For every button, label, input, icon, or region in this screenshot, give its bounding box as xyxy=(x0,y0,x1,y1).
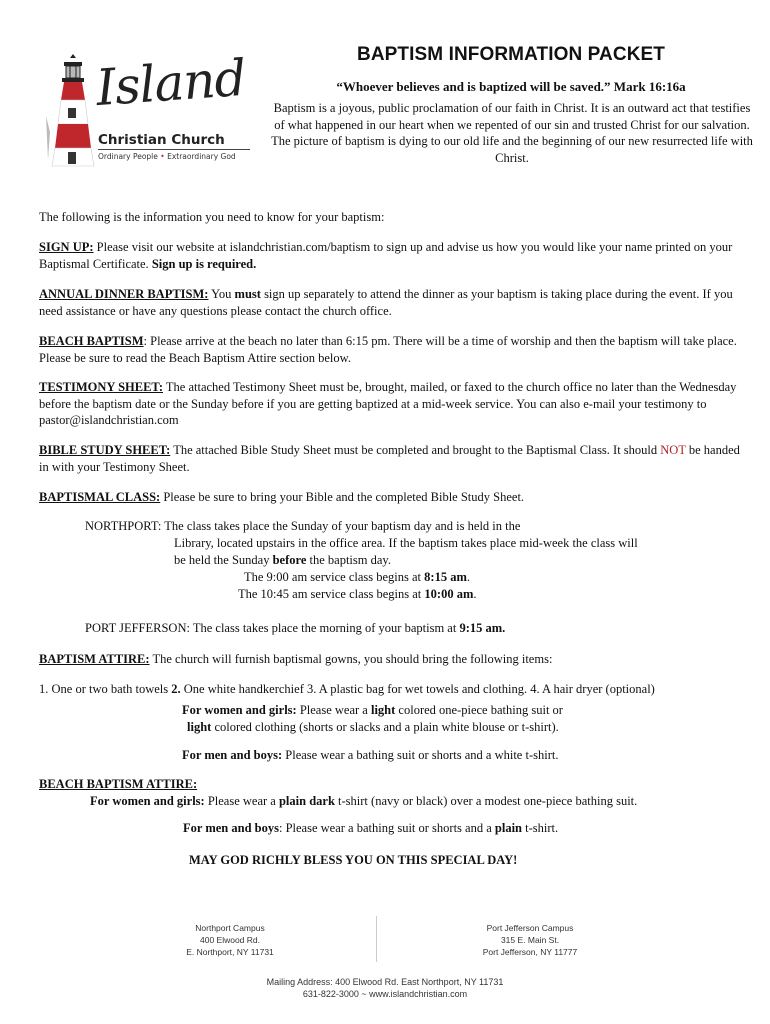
logo-church-name: Christian Church xyxy=(98,132,225,148)
attire-women-line-2: light colored clothing (shorts or slacks and a plain white blouse or t-shirt). xyxy=(187,720,559,734)
beach-attire-heading: BEACH BAPTISM ATTIRE: xyxy=(39,777,198,791)
dinner-section: ANNUAL DINNER BAPTISM: You must sign up separately to attend the dinner as your baptism is taking place during the event. If you need assistance or have any questions please contact the church office. xyxy=(39,287,733,318)
attire-section: BAPTISM ATTIRE: The church will furnish baptismal gowns, you should bring the following items: xyxy=(39,652,553,666)
scripture-quote: “Whoever believes and is baptized will be saved.” Mark 16:16a xyxy=(336,79,686,94)
intro-paragraph: Baptism is a joyous, public proclamation of our faith in Christ. It is an outward act that testifies of what happened in our heart when we repented of our sin and trusted Christ for our salvation. The picture of baptism is dying to our old life and the beginning of our new resurrected life with Christ. xyxy=(271,101,753,165)
beach-attire-men: For men and boys: Please wear a bathing suit or shorts and a plain t-shirt. xyxy=(183,821,559,835)
attire-men: For men and boys: Please wear a bathing suit or shorts and a white t-shirt. xyxy=(182,748,559,762)
testimony-section: TESTIMONY SHEET: The attached Testimony Sheet must be, brought, mailed, or faxed to the church office no later than the Wednesday before the baptism date or the Sunday before if you are getting baptized at a mid-week service. You can also e-mail your testimony to pastor@islandchristian.com xyxy=(39,380,737,428)
northport-campus-address: Northport Campus 400 Elwood Rd. E. Northport, NY 11731 xyxy=(186,923,274,957)
northport-line-3: be held the Sunday before the baptism day. xyxy=(174,553,391,567)
page-title: BAPTISM INFORMATION PACKET xyxy=(357,44,665,65)
attire-items: 1. One or two bath towels 2. One white handkerchief 3. A plastic bag for wet towels and clothing. 4. A hair dryer (optional) xyxy=(39,682,655,696)
mailing-address: Mailing Address: 400 Elwood Rd. East Northport, NY 11731 631-822-3000 ~ www.islandchristian.com xyxy=(266,977,504,999)
logo-wordmark: Island xyxy=(94,48,248,118)
signup-section: SIGN UP: Please visit our website at islandchristian.com/baptism to sign up and advise us how you would like your name printed on your Baptismal Certificate. Sign up is required. xyxy=(39,240,733,271)
class-time-1045: The 10:45 am service class begins at 10:00 am. xyxy=(238,587,477,601)
blessing: MAY GOD RICHLY BLESS YOU ON THIS SPECIAL DAY! xyxy=(189,853,518,867)
class-time-900: The 9:00 am service class begins at 8:15 am. xyxy=(244,570,470,584)
northport-line-1: NORTHPORT: The class takes place the Sunday of your baptism day and is held in the xyxy=(85,519,521,533)
beach-attire-women: For women and girls: Please wear a plain dark t-shirt (navy or black) over a modest one-piece bathing suit. xyxy=(90,794,638,808)
church-logo xyxy=(44,48,254,170)
beach-section: BEACH BAPTISM: Please arrive at the beach no later than 6:15 pm. There will be a time of worship and then the baptism will take place. Please be sure to read the Beach Baptism Attire section below. xyxy=(39,334,737,365)
port-jefferson-campus-address: Port Jefferson Campus 315 E. Main St. Port Jefferson, NY 11777 xyxy=(482,923,578,957)
logo-divider xyxy=(98,149,250,150)
logo-tagline: Ordinary People • Extraordinary God xyxy=(98,152,236,161)
footer-divider xyxy=(376,916,377,962)
port-jefferson-class: PORT JEFFERSON: The class takes place the morning of your baptism at 9:15 am. xyxy=(85,621,506,635)
bible-study-section: BIBLE STUDY SHEET: The attached Bible Study Sheet must be completed and brought to the Baptismal Class. It should NOT be handed in with your Testimony Sheet. xyxy=(39,443,740,474)
lead-sentence: The following is the information you need to know for your baptism: xyxy=(39,210,385,224)
attire-women-line-1: For women and girls: Please wear a light colored one-piece bathing suit or xyxy=(182,703,563,717)
northport-line-2: Library, located upstairs in the office area. If the baptism takes place mid-week the class will xyxy=(174,536,638,550)
class-section: BAPTISMAL CLASS: Please be sure to bring your Bible and the completed Bible Study Sheet. xyxy=(39,490,525,504)
